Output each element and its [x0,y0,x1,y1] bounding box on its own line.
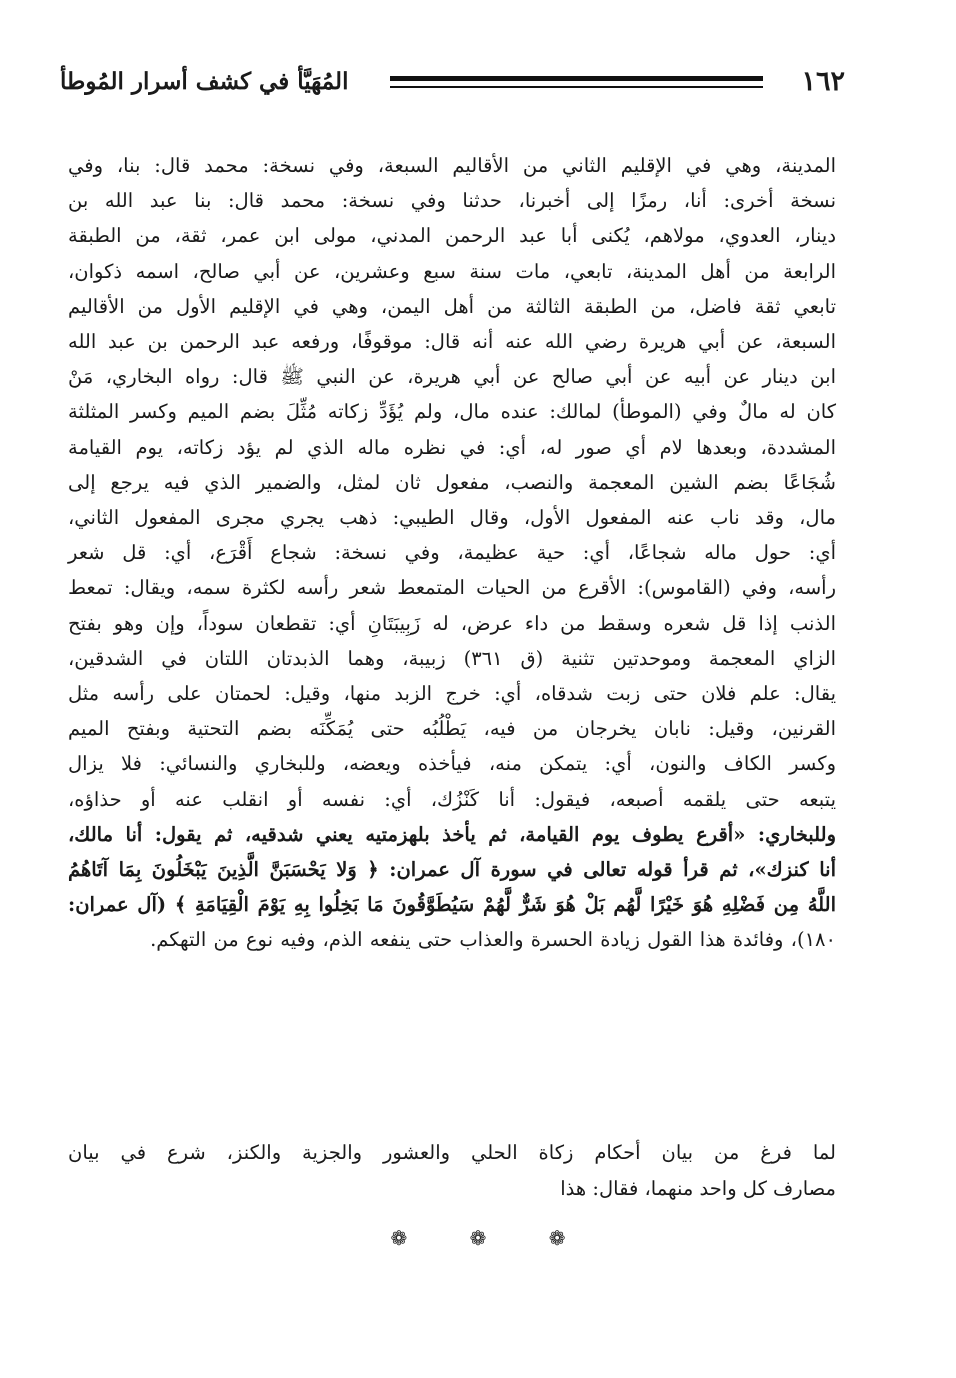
page-header [60,62,845,102]
quran-verse-line: اللَّهُ مِن فَضْلِهِ هُوَ خَيْرًا لَّهُم بَلْ هُوَ شَرٌّ لَّهُمْ سَيُطَوَّقُونَ مَا بَخِلُوا بِهِ يَوْمَ الْقِيَامَةِ ﴾ (آل عمران: [68,893,836,917]
text-line: وكسر الكاف والنون، أي: يتمكن منه، فيأخذه ويعضه، وللبخاري والنسائي: فلا يزال [68,752,836,776]
header-rule [390,76,763,88]
page-number: ١٦٢ [801,66,845,97]
text-line: يقال: علم فلان حتى زبت شدقاه، أي: خرج الزبد منها، وقيل: لحمتان على رأسه مثل [68,682,836,706]
quran-verse-line: أنا كنزك»، ثم قرأ قوله تعالى في سورة آل عمران: ﴿ وَلا يَحْسَبَنَّ الَّذِينَ يَبْخَلُونَ بِمَا آتَاهُمُ [68,858,836,882]
text-line: دينار، العدوي، مولاهم، يُكنى أبا عبد الرحمن المدني، مولى ابن عمر، ثقة، من الطبقة [68,224,836,248]
text-line: كان له مالٌ وفي (الموطأ) لمالك: عنده مال، ولم يُؤَدِّ زكاته مُثِّلَ بضم الميم وكسر المثلثة [68,400,836,424]
text-line: المدينة، وهي في الإقليم الثاني من الأقاليم السبعة، وفي نسخة: محمد قال: بنا، وفي [68,154,836,177]
hadith-quote-line: وللبخاري: «أقرع يطوف يوم القيامة، ثم يأخذ بلهزمتيه يعني شدقيه، ثم يقول: أنا مالك، [68,822,836,846]
section-separator [0,1226,956,1250]
text-line: المشددة، وبعدها لام أي صور له، أي: في نظره ماله الذي لم يؤد زكاته، يوم القيامة [68,435,836,459]
book-title: المُهَيَّأ في كشف أسرار المُوطأ [60,68,349,95]
main-text [68,148,836,958]
text-line: الزاي المعجمة وموحدتين تثنية (ق ٣٦١) زبيبة، وهما الذبدتان اللتان في الشدقين، [68,646,836,670]
text-line: نسخة أخرى: أنا، رمزًا إلى أخبرنا، حدثنا وفي نسخة: محمد قال: بنا عبد الله بن [68,189,836,213]
text-line: ١٨٠)، وفائدة هذا القول زيادة الحسرة والعذاب حتى ينفعه الذم، وفيه نوع من التهكم. [150,928,836,952]
flower-ornament-icon: ❁ [548,1226,566,1250]
text-line: شُجَاعًا بضم الشين المعجمة والنصب، مفعول ثان لمثل، والضمير الذي فيه يرجع إلى [68,470,836,494]
text-line: القرنين، وقيل: نابان يخرجان من فيه، يَطْلُبُه حتى يُمَكِّنَه بضم التحتية وبفتح الميم [68,717,836,741]
text-line: السبعة، عن أبي هريرة رضي الله عنه أنه قال: موقوفًا، ورفعه عبد الرحمن بن عبد الله [68,330,836,354]
text-line: الذنب إذا قل شعره وسقط من داء عرض، له زَبِيبَتَانِ أي: تقطعان سوداً، وإن وهو بفتح [68,611,836,635]
text-line: أي: حول ماله شجاعًا، أي: حية عظيمة، وفي نسخة: شجاع أَقْرَع، أي: قل شعر [68,541,836,565]
text-line: الرابعة من أهل المدينة، تابعي، مات سنة سبع وعشرين، عن أبي صالح، اسمه ذكوان، [68,259,836,283]
text-line: مصارف كل واحد منهما، فقال: هذا [560,1177,836,1200]
text-line: لما فرغ من بيان أحكام زكاة الحلي والعشور والجزية والكنز، شرع في بيان [68,1141,836,1164]
text-line: يتبعه حتى يلقمه أصبعه، فيقول: أنا كَنْزُك، أي: نفسه أو انقلب عنه أو حذاؤه، [68,787,836,811]
text-line: رأسه، وفي (القاموس): الأقرع من الحيات المتمعط شعر رأسه لكثرة سمه، ويقال: تمعط [68,576,836,600]
closing-paragraph [68,1135,836,1207]
text-line: ابن دينار عن أبيه عن أبي صالح عن أبي هريرة، عن النبي ﷺ قال: رواه البخاري، مَنْ [68,365,836,389]
flower-ornament-icon: ❁ [390,1226,408,1250]
flower-ornament-icon: ❁ [469,1226,487,1250]
text-line: مال، وقد ناب عنه المفعول الأول، وقال الطيبي: ذهب يجري مجرى المفعول الثاني، [68,506,836,530]
text-line: تابعي ثقة فاضل، من الطبقة الثالثة من أهل اليمن، وهي في الإقليم الأول من الأقاليم [68,294,836,318]
